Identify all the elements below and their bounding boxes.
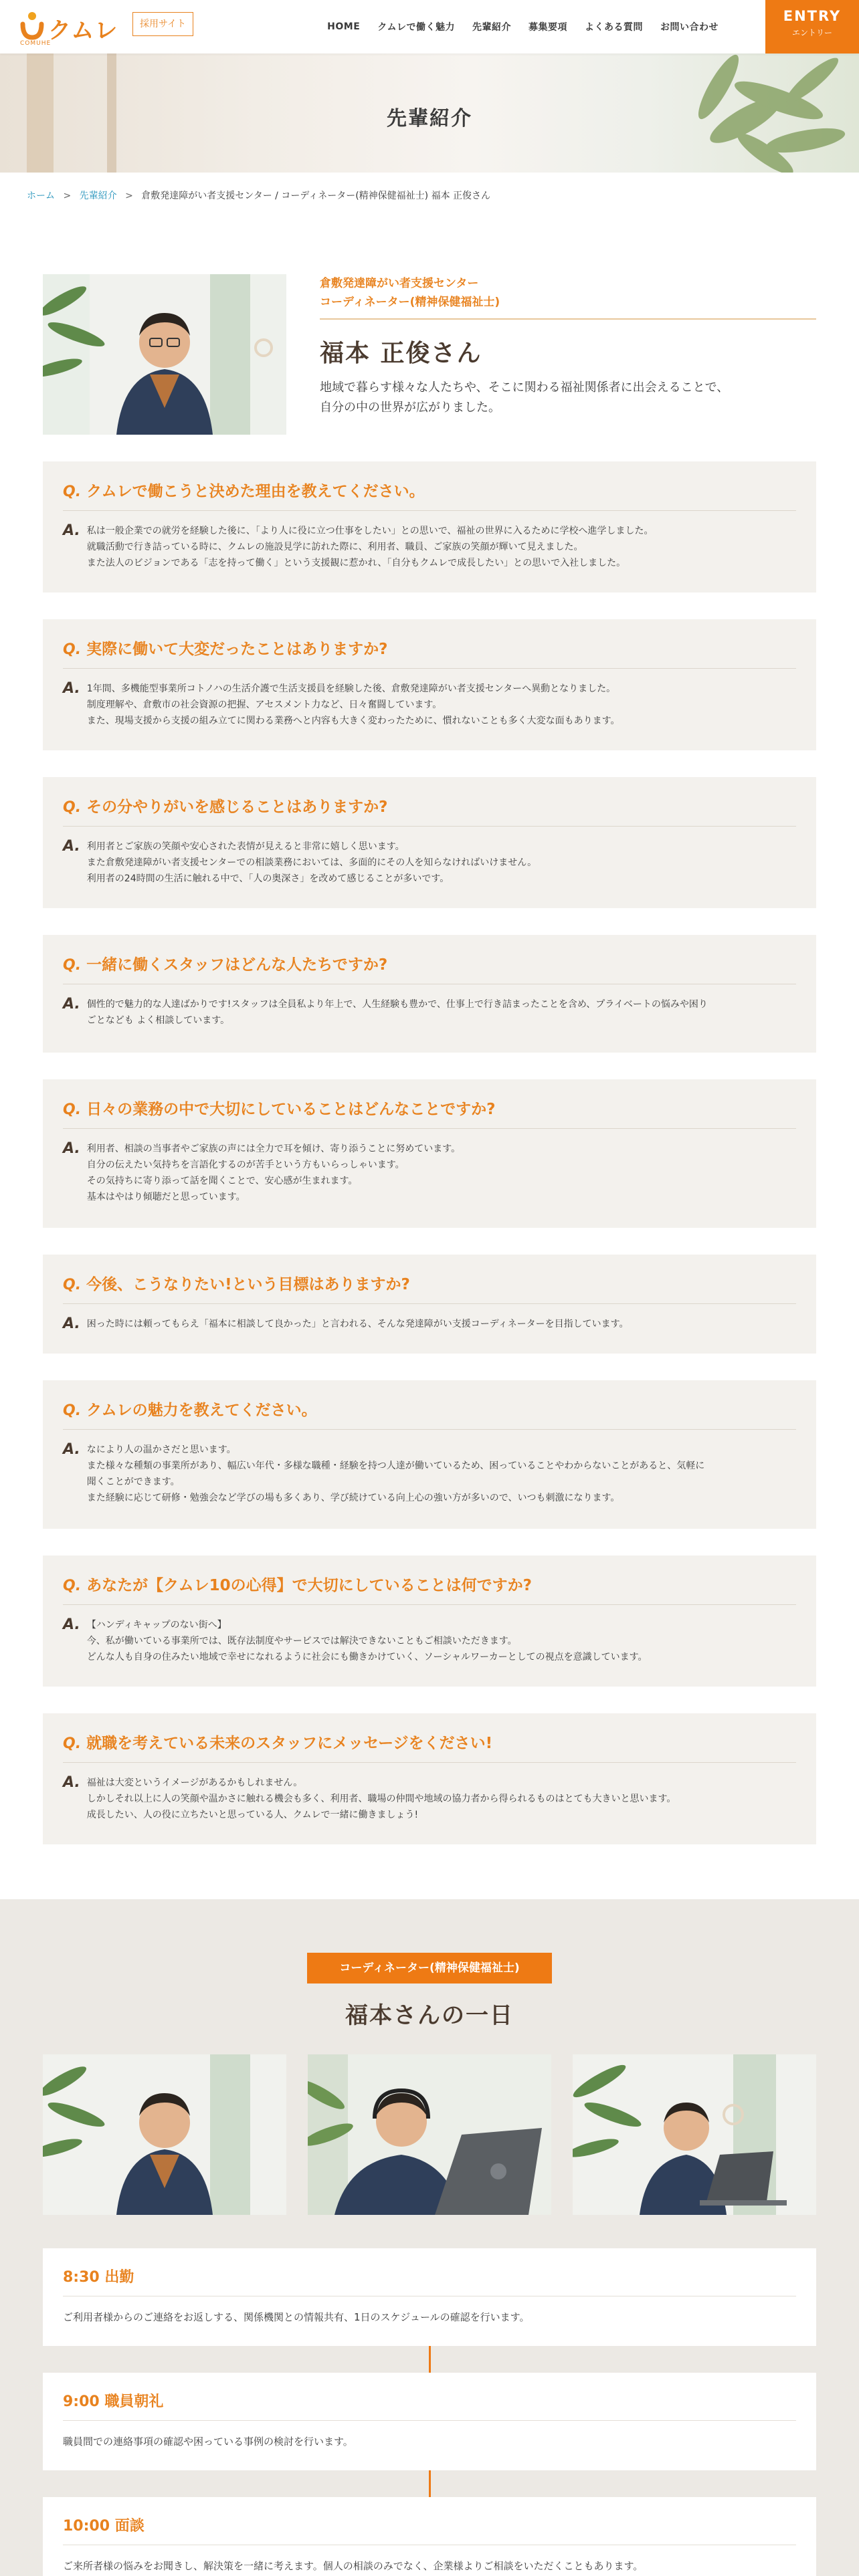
qa-question [63, 794, 796, 827]
qa-block [43, 777, 816, 908]
schedule-time: 8:30 出勤 [63, 2266, 796, 2296]
qa-answer [63, 523, 796, 571]
qa-answer-line: しかしそれ以上に人の笑顔や温かさに触れる機会も多く、利用者、職場の仲間や地域の協力者から得られるものはとても大きいと思います。 [86, 1794, 676, 1804]
qa-answer-line: また法人のビジョンである「志を持って働く」という支援観に惹かれ、「自分もクムレで成長したい」との思いで入社しました。 [86, 558, 626, 568]
qa-block [43, 1079, 816, 1228]
qa-block [43, 1255, 816, 1354]
profile-lead-line: 自分の中の世界が広がりました。 [320, 401, 500, 415]
qa-answer [63, 1141, 796, 1205]
qa-question [63, 1573, 796, 1605]
staff-profile [43, 274, 816, 435]
qa-answer-line: 成長したい、人の役に立ちたいと思っている人、クムレで一緒に働きましょう! [86, 1810, 419, 1820]
profile-name: 福本 正俊さん [320, 340, 482, 367]
answer-mark: A. [63, 680, 80, 697]
nav-item-home[interactable]: HOME [327, 21, 361, 32]
qa-answer [63, 1775, 796, 1823]
nav-item-appeal[interactable]: クムレで働く魅力 [377, 22, 455, 33]
page-title: 先輩紹介 [387, 107, 472, 130]
qa-question-text: 一緒に働くスタッフはどんな人たちですか? [86, 956, 388, 974]
staff-portrait-photo [43, 274, 286, 435]
profile-role-line: コーディネーター(精神保健福祉士) [320, 296, 500, 309]
qa-answer [63, 681, 796, 729]
qa-question-text: あなたが【クムレ10の心得】で大切にしていることは何ですか? [86, 1577, 532, 1594]
qa-answer-line: 1年間、多機能型事業所コトノハの生活介護で生活支援員を経験した後、倉敷発達障がい者支援センターへ異動となりました。 [86, 683, 616, 694]
entry-label-ja: エントリー [791, 28, 832, 37]
qa-question [63, 1398, 796, 1430]
qa-block [43, 461, 816, 593]
qa-block [43, 1380, 816, 1529]
qa-answer-line: 困った時には頼ってもらえ「福本に相談して良かった」と言われる、そんな発達障がい支援コーディネーターを目指しています。 [86, 1319, 629, 1329]
question-mark: Q. [63, 1578, 82, 1594]
qa-block [43, 1555, 816, 1687]
question-mark: Q. [63, 799, 82, 816]
answer-mark: A. [63, 1140, 80, 1157]
question-mark: Q. [63, 641, 82, 658]
qa-answer [63, 1442, 796, 1506]
profile-department-line: 倉敷発達障がい者支援センター [320, 277, 479, 290]
site-logo[interactable] [19, 7, 126, 47]
answer-mark: A. [63, 1774, 80, 1791]
nav-item-staff[interactable]: 先輩紹介 [472, 22, 511, 33]
logo-subtext: COMUHE [20, 40, 52, 47]
breadcrumb [27, 189, 490, 202]
answer-mark: A. [63, 522, 80, 539]
timeline-connector [429, 2346, 431, 2373]
profile-lead [320, 378, 816, 418]
schedule-item [43, 2497, 816, 2576]
question-mark: Q. [63, 1402, 82, 1419]
answer-mark: A. [63, 1616, 80, 1633]
logo-text: クムレ [48, 17, 118, 44]
qa-answer [63, 839, 796, 887]
site-header [0, 0, 859, 53]
schedule-item [43, 2373, 816, 2470]
answer-mark: A. [63, 1315, 80, 1332]
qa-answer-line: また様々な種類の事業所があり、幅広い年代・多様な職種・経験を持つ人達が働いているため、困っていることやわからないことがあると、気軽に [86, 1461, 705, 1471]
qa-block [43, 619, 816, 750]
answer-mark: A. [63, 996, 80, 1012]
qa-question-text: 実際に働いて大変だったことはありますか? [86, 641, 388, 658]
schedule-description: 職員間での連絡事項の確認や困っている事例の検討を行います。 [63, 2436, 353, 2448]
qa-block [43, 1713, 816, 1844]
qa-question-text: その分やりがいを感じることはありますか? [86, 798, 388, 816]
qa-answer-line: どんな人も自身の住みたい地域で幸せになれるように社会にも働きかけていく、ソーシャルワーカーとしての視点を意識しています。 [86, 1652, 648, 1662]
qa-answer-line: ごとなども よく相談しています。 [86, 1015, 230, 1026]
qa-question-text: 日々の業務の中で大切にしていることはどんなことですか? [86, 1101, 496, 1118]
nav-item-requirements[interactable]: 募集要項 [529, 22, 567, 33]
qa-answer [63, 1617, 796, 1665]
qa-answer-line: 聞くことができます。 [86, 1477, 180, 1487]
qa-answer-line: 福祉は大変というイメージがあるかもしれません。 [86, 1778, 303, 1788]
qa-answer-line: 利用者とご家族の笑顔や安心された表情が見えると非常に嬉しく思います。 [86, 841, 405, 852]
page-hero [0, 53, 859, 173]
question-mark: Q. [63, 1735, 82, 1752]
qa-answer-line: 【ハンディキャップのない街へ】 [86, 1620, 227, 1630]
qa-answer-line: また経験に応じて研修・勉強会など学びの場も多くあり、学び続けている向上心の強い方が多いので、いつも刺激になります。 [86, 1493, 620, 1503]
qa-answer-line: 就職活動で行き詰っている時に、クムレの施設見学に訪れた際に、利用者、職員、ご家族の笑顔が輝いて見えました。 [86, 542, 583, 552]
qa-question [63, 952, 796, 984]
qa-answer-line: 個性的で魅力的な人達ばかりです!スタッフは全員私より年上で、人生経験も豊かで、仕事上で行き詰まったことを含め、プライベートの悩みや困り [86, 999, 708, 1010]
breadcrumb-current: 倉敷発達障がい者支援センター / コーディネーター(精神保健福祉士) 福本 正俊さん [141, 191, 491, 201]
staff-photo-portrait [43, 2054, 286, 2215]
qa-answer [63, 1316, 796, 1332]
qa-answer-line: 自分の伝えたい気持ちを言語化するのが苦手という方もいらっしゃいます。 [86, 1160, 405, 1170]
recruit-site-badge: 採用サイト [132, 12, 193, 36]
staff-photo-online-meeting [308, 2054, 551, 2215]
entry-button[interactable] [765, 0, 859, 53]
daily-schedule-section [0, 1899, 859, 2576]
question-mark: Q. [63, 1277, 82, 1293]
schedule-item [43, 2248, 816, 2346]
profile-info [320, 274, 816, 418]
qa-block [43, 935, 816, 1053]
question-mark: Q. [63, 957, 82, 974]
qa-question [63, 1272, 796, 1304]
qa-answer-line: その気持ちに寄り添って話を聞くことで、安心感が生まれます。 [86, 1176, 358, 1186]
schedule-description: ご来所者様の悩みをお聞きし、解決策を一緒に考えます。個人の相談のみでなく、企業様よりご相談をいただくこともあります。 [63, 2560, 644, 2572]
schedule-description: ご利用者様からのご連絡をお返しする、関係機関との情報共有、1日のスケジュールの確認を行います。 [63, 2311, 530, 2323]
qa-answer-line: 私は一般企業での就労を経験した後に、「より人に役に立つ仕事をしたい」との思いで、福祉の世界に入るために学校へ進学しました。 [86, 526, 654, 536]
qa-answer-line: 今、私が働いている事業所では、既存法制度やサービスでは解決できないこともご相談いただきます。 [86, 1636, 517, 1646]
schedule-time: 9:00 職員朝礼 [63, 2390, 796, 2421]
question-mark: Q. [63, 484, 82, 500]
breadcrumb-separator: > [125, 191, 133, 201]
qa-answer-line: 基本はやはり傾聴だと思っています。 [86, 1192, 246, 1202]
logo-smile-icon [19, 9, 45, 44]
breadcrumb-separator: > [63, 191, 72, 201]
question-mark: Q. [63, 1101, 82, 1118]
breadcrumb-home-link[interactable]: ホーム [27, 191, 55, 201]
answer-mark: A. [63, 1441, 80, 1458]
daily-schedule-title: 福本さんの一日 [345, 2002, 514, 2029]
global-nav [327, 0, 719, 53]
qa-answer-line: また、現場支援から支援の組み立てに関わる業務へと内容も大きく変わったために、慣れないことも多く大変な面もあります。 [86, 716, 620, 726]
qa-question [63, 1731, 796, 1763]
answer-mark: A. [63, 838, 80, 855]
qa-question [63, 1097, 796, 1129]
qa-answer-line: 利用者、相談の当事者やご家族の声には全力で耳を傾け、寄り添うことに努めています。 [86, 1144, 461, 1154]
qa-question [63, 637, 796, 669]
qa-question [63, 479, 796, 511]
nav-item-contact[interactable]: お問い合わせ [660, 22, 719, 33]
qa-answer-line: 制度理解や、倉敷市の社会資源の把握、アセスメント力など、日々奮闘しています。 [86, 700, 442, 710]
entry-label-en: ENTRY [783, 8, 842, 24]
profile-department [320, 274, 816, 320]
qa-answer-line: また倉敷発達障がい者支援センターでの相談業務においては、多面的にその人を知らなければいけません。 [86, 857, 537, 868]
timeline-connector [429, 2470, 431, 2497]
breadcrumb-parent-link[interactable]: 先輩紹介 [79, 191, 117, 201]
staff-photo-laptop-work [573, 2054, 816, 2215]
qa-answer-line: 利用者の24時間の生活に触れる中で、「人の奥深さ」を改めて感じることが多いです。 [86, 873, 450, 884]
qa-question-text: クムレの魅力を教えてください。 [86, 1402, 317, 1419]
nav-item-faq[interactable]: よくある質問 [585, 22, 643, 33]
qa-answer-line: なにより人の温かさだと思います。 [86, 1444, 236, 1455]
qa-question-text: 今後、こうなりたい!という目標はありますか? [86, 1276, 410, 1293]
qa-question-text: クムレで働こうと決めた理由を教えてください。 [86, 483, 425, 500]
qa-answer [63, 996, 796, 1029]
profile-lead-line: 地域で暮らす様々な人たちや、そこに関わる福祉関係者に出会えることで、 [320, 381, 729, 395]
schedule-time: 10:00 面談 [63, 2514, 796, 2545]
role-tag: コーディネーター(精神保健福祉士) [307, 1953, 552, 1983]
qa-question-text: 就職を考えている未来のスタッフにメッセージをください! [86, 1735, 493, 1752]
